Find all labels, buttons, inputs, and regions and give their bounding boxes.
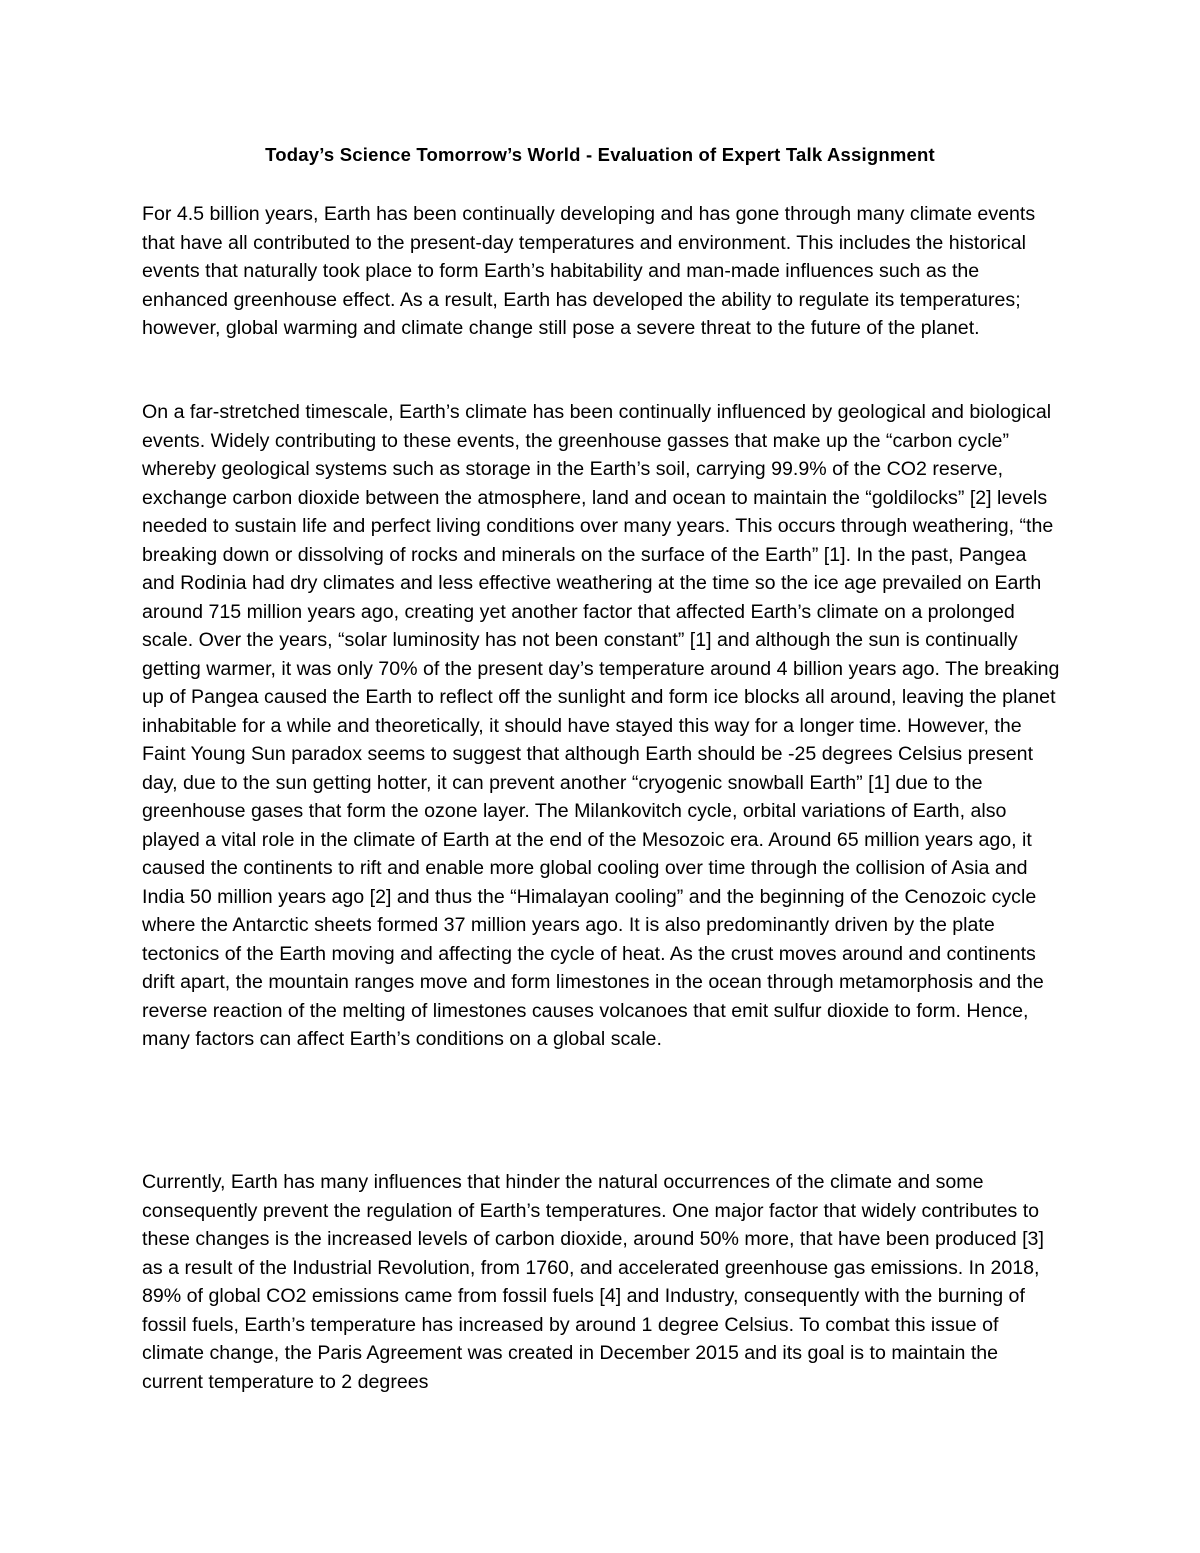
document-title: Today’s Science Tomorrow’s World - Evaluation of Expert Talk Assignment [265,144,935,165]
paragraph-geological-history: On a far-stretched timescale, Earth’s climate has been continually influenced by geological and biological events. Widely contributing to these events, the greenhouse gasses that make up the “carbon cycle” whereby geological systems such as storage in the Earth’s soil, carrying 99.9% of the CO2 reserve, exchange carbon dioxide between the atmosphere, land and ocean to maintain the “goldilocks” [2] levels needed to sustain life and perfect living conditions over many years. This occurs through weathering, “the breaking down or dissolving of rocks and minerals on the surface of the Earth” [1]. In the past, Pangea and Rodinia had dry climates and less effective weathering at the time so the ice age prevailed on Earth around 715 million years ago, creating yet another factor that affected Earth’s climate on a prolonged scale. Over the years, “solar luminosity has not been constant” [1] and although the sun is continually getting warmer, it was only 70% of the present day’s temperature around 4 billion years ago. The breaking up of Pangea caused the Earth to reflect off the sunlight and form ice blocks all around, leaving the planet inhabitable for a while and theoretically, it should have stayed this way for a longer time. However, the Faint Young Sun paradox seems to suggest that although Earth should be -25 degrees Celsius present day, due to the sun getting hotter, it can prevent another “cryogenic snowball Earth” [1] due to the greenhouse gases that form the ozone layer. The Milankovitch cycle, orbital variations of Earth, also played a vital role in the climate of Earth at the end of the Mesozoic era. Around 65 million years ago, it caused the continents to rift and enable more global cooling over time through the collision of Asia and India 50 million years ago [2] and thus the “Himalayan cooling” and the beginning of the Cenozoic cycle where the Antarctic sheets formed 37 million years ago. It is also predominantly driven by the plate tectonics of the Earth moving and affecting the cycle of heat. As the crust moves around and continents drift apart, the mountain ranges move and form limestones in the ocean through metamorphosis and the reverse reaction of the melting of limestones causes volcanoes that emit sulfur dioxide to form. Hence, many factors can affect Earth’s conditions on a global scale. [142,401,1060,1050]
paragraph-current-influences: Currently, Earth has many influences that hinder the natural occurrences of the climate and some consequently prevent the regulation of Earth’s temperatures. One major factor that widely contributes to these changes is the increased levels of carbon dioxide, around 50% more, that have been produced [3] as a result of the Industrial Revolution, from 1760, and accelerated greenhouse gas emissions. In 2018, 89% of global CO2 emissions came from fossil fuels [4] and Industry, consequently with the burning of fossil fuels, Earth’s temperature has increased by around 1 degree Celsius. To combat this issue of climate change, the Paris Agreement was created in December 2015 and its goal is to maintain the current temperature to 2 degrees [142,1171,1044,1393]
paragraph-introduction: For 4.5 billion years, Earth has been continually developing and has gone through many climate events that have all contributed to the present-day temperatures and environment. This includes the historical events that naturally took place to form Earth’s habitability and man-made influences such as the enhanced greenhouse effect. As a result, Earth has developed the ability to regulate its temperatures; however, global warming and climate change still pose a severe threat to the future of the planet. [142,203,1036,339]
